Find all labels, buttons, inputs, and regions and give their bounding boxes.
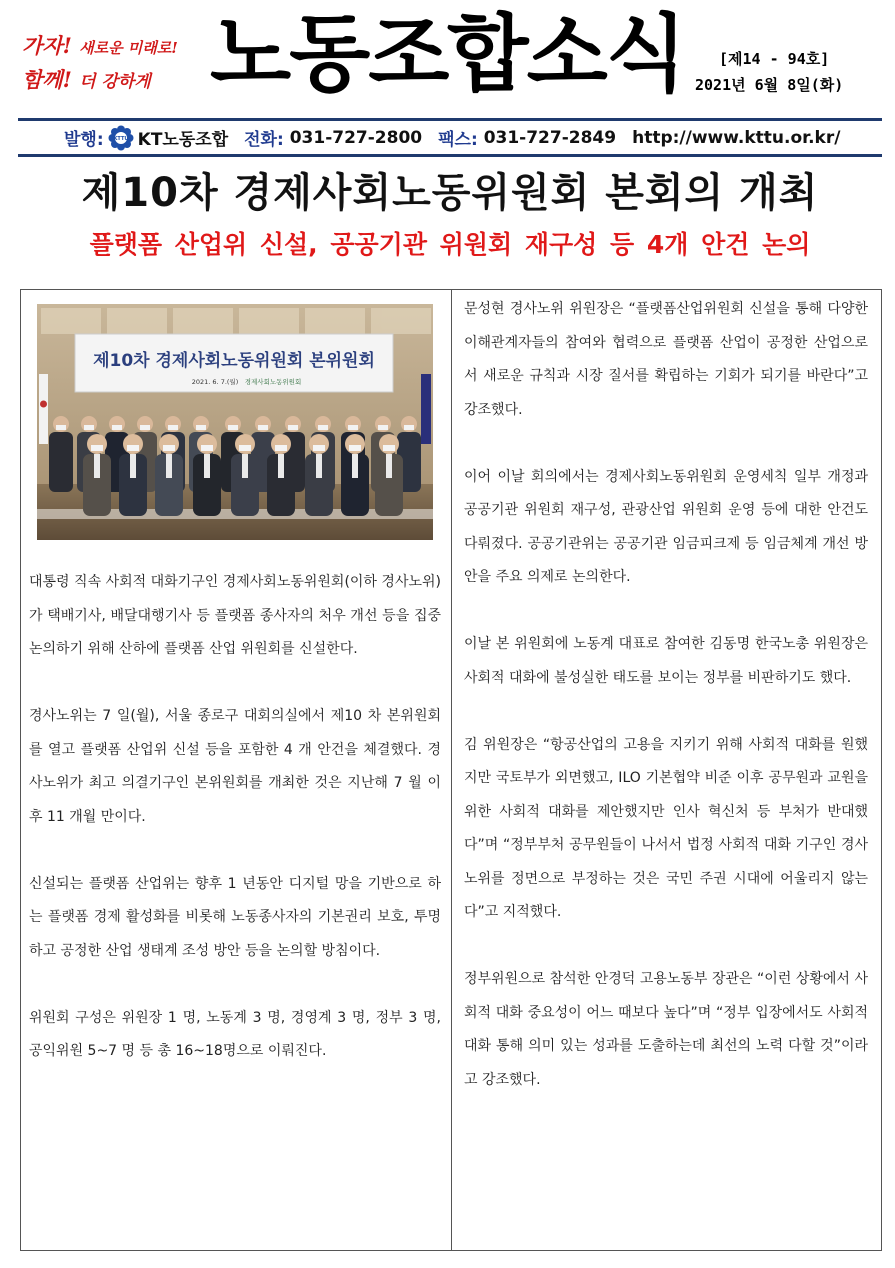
slogan-line2-small: 더 강하게 [79,72,151,92]
issue-info [695,46,885,98]
left-column [29,566,441,1102]
website-link[interactable]: http://www.kttu.or.kr/ [632,127,841,148]
paragraph: 대통령 직속 사회적 대화기구인 경제사회노동위원회(이하 경사노위)가 택배기사, 배달대행기사 등 플랫폼 종사자의 처우 개선 등을 집중 논의하기 위해 산하에 플랫폼 산업 위원회를 신설한다. [29,574,441,657]
slogan [22,30,197,98]
column-divider [451,289,452,1251]
paragraph: 위원회 구성은 위원장 1 명, 노동계 3 명, 경영계 3 명, 정부 3 명, 공익위원 5~7 명 등 총 16~18명으로 이뤄진다. [29,1009,441,1059]
paragraph: 이어 이날 회의에서는 경제사회노동위원회 운영세칙 일부 개정과 공공기관 위원회 재구성, 관광산업 위원회 운영 등에 대한 안건도 다뤄졌다. 공공기관위는 공공기관 임금피크제 등 임금체계 개선 방안을 주요 의제로 논의한다. [464,468,868,585]
slogan-line1-big: 가자! [22,33,72,58]
phone-number: 031-727-2800 [289,127,423,148]
banner-title: 제10차 경제사회노동위원회 본위원회 [93,351,375,371]
issue-date: 2021년 6월 8일(화) [695,76,844,94]
bottom-rule [18,154,882,157]
paragraph: 김 위원장은 “항공산업의 고용을 지키기 위해 사회적 대화를 원했지만 국토부가 외면했고, ILO 기본협약 비준 이후 공무원과 교원을 위한 사회적 대화를 제안했지만 인사 혁신처 등 부처가 반대했다”며 “정부부처 공무원들이 나서서 법정 사회적 대화 기구인 경사노위를 정면으로 부정하는 것은 국민 주권 시대에 어울리지 않는다”고 지적했다. [464,736,868,920]
fax-number: 031-727-2849 [483,127,617,148]
kttu-logo-icon [108,125,134,151]
article-headline: 제10차 경제사회노동위원회 본회의 개최 [81,170,819,216]
issue-number: [제14 - 94호] [719,50,830,68]
article-subhead: 플랫폼 산업위 신설, 공공기관 위원회 재구성 등 4개 안건 논의 [89,230,811,259]
paragraph: 문성현 경사노위 위원장은 “플랫폼산업위원회 신설을 통해 다양한 이해관계자들의 참여와 협력으로 플랫폼 산업이 공정한 산업으로서 새로운 규칙과 시장 질서를 확립하는 기회가 되기를 바란다”고 강조했다. [464,301,868,418]
paragraph: 신설되는 플랫폼 산업위는 향후 1 년동안 디지털 망을 기반으로 하는 플랫폼 경제 활성화를 비롯해 노동종사자의 기본권리 보호, 투명하고 공정한 산업 생태계 조성 방안 등을 논의할 방침이다. [29,875,441,959]
newsletter-title: 노동조합소식 [210,5,685,103]
paragraph: 이날 본 위원회에 노동계 대표로 참여한 김동명 한국노총 위원장은 사회적 대화에 불성실한 태도를 보이는 정부를 비판하기도 했다. [464,636,868,686]
svg-text:KTTU: KTTU [113,135,129,142]
meeting-photo [37,304,433,540]
banner-org: 경제사회노동위원회 [244,378,302,386]
slogan-line2-big: 함께! [22,67,72,92]
publisher-label: 발행: [64,130,104,150]
right-column [464,293,868,1131]
banner-date: 2021. 6. 7.(월) [191,378,239,386]
paragraph: 경사노위는 7 일(월), 서울 종로구 대회의실에서 제10 차 본위원회를 열고 플랫폼 산업위 신설 등을 포함한 4 개 안건을 체결했다. 경사노위가 최고 의결기구인 본위원회를 개최한 것은 지난해 7 월 이후 11 개월 만이다. [29,708,441,825]
phone-label: 전화: [244,130,284,150]
fax-label: 팩스: [438,130,478,150]
info-bar [18,121,882,154]
slogan-line1-small: 새로운 미래로! [79,39,178,57]
paragraph: 정부위원으로 참석한 안경덕 고용노동부 장관은 “이런 상황에서 사회적 대화 중요성이 어느 때보다 높다”며 “정부 입장에서도 사회적 대화 통해 의미 있는 성과를 도출하는데 최선의 노력 다할 것”이라고 강조했다. [464,971,868,1088]
publisher-name: KT노동조합 [137,130,229,150]
